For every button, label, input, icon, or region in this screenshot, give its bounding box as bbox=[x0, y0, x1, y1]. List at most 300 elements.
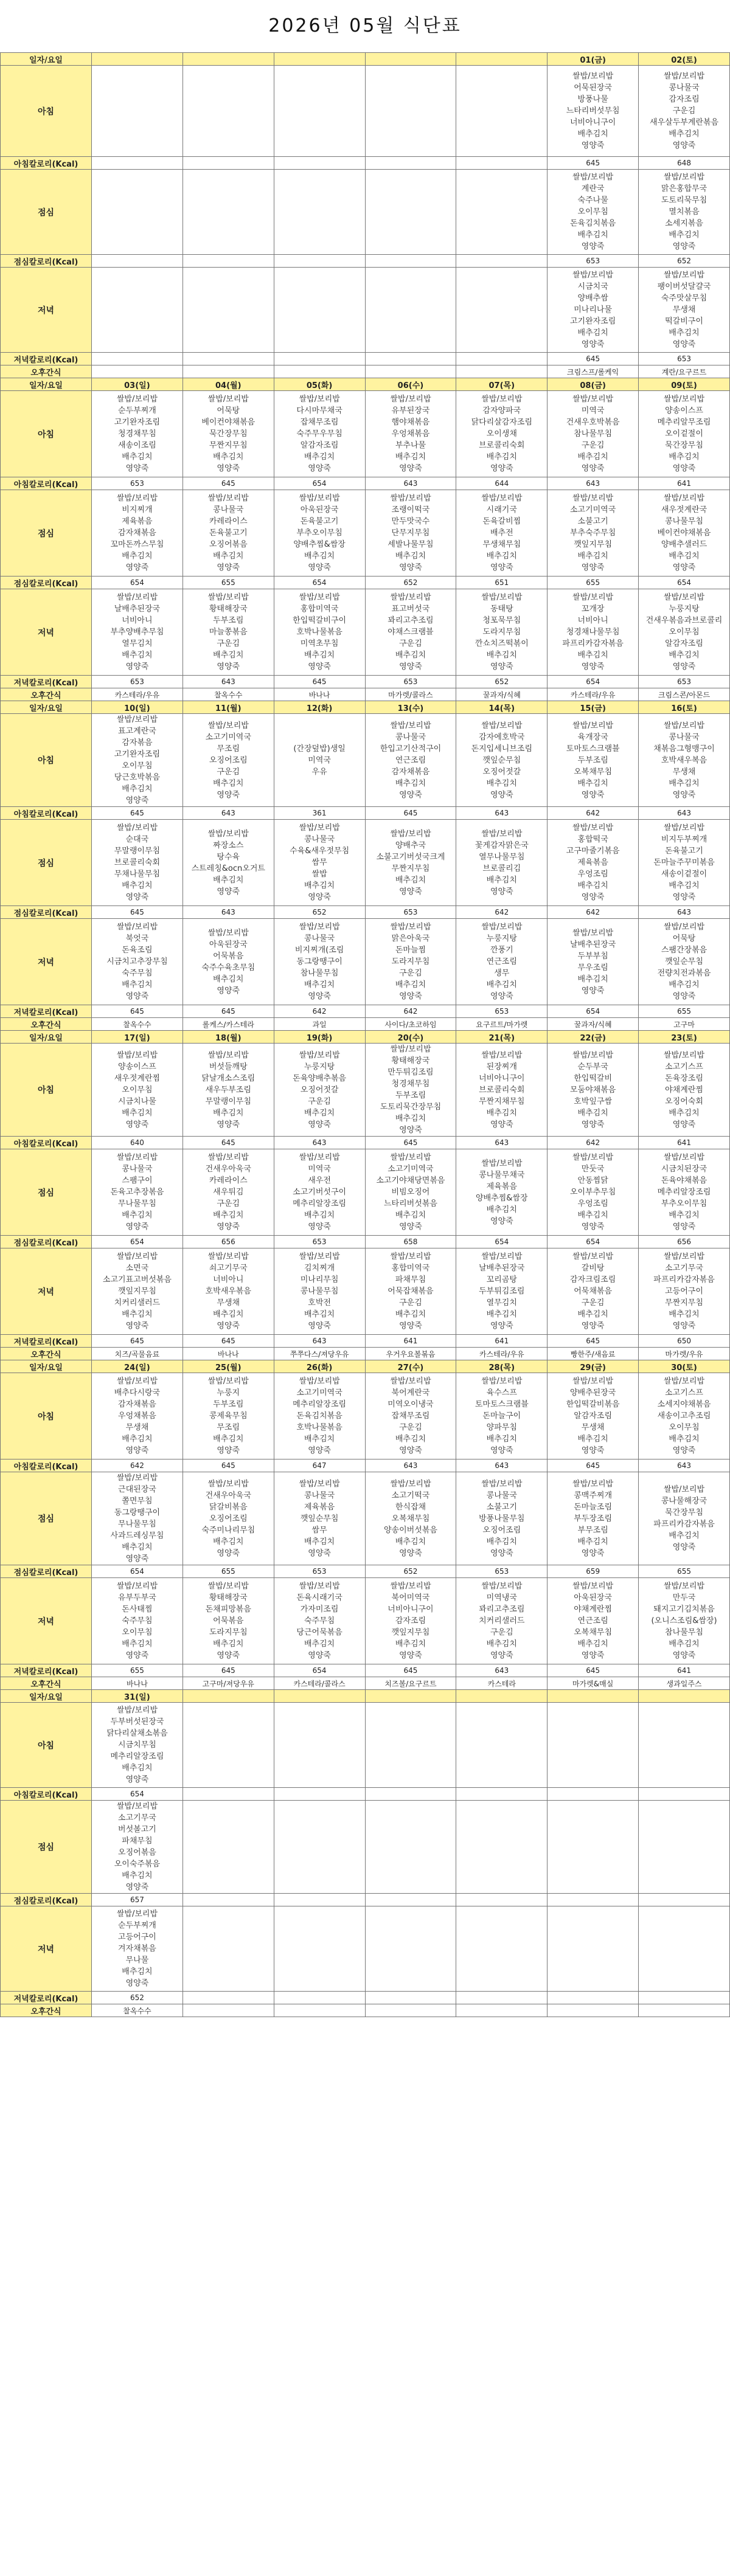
dish-item: 우엉채볶음 bbox=[391, 429, 430, 438]
dish-item: 비지찌개(조림 bbox=[294, 946, 344, 955]
dish-item: 양송이버섯볶음 bbox=[384, 1525, 437, 1535]
dinner-menu-cell bbox=[274, 1906, 365, 1992]
breakfast_kcal-row bbox=[1, 1459, 730, 1472]
dish-item: 소고기미역국 bbox=[569, 505, 616, 514]
dish-item: 쌀밥/보리밥 bbox=[299, 395, 340, 404]
dish-item: 감자조림 bbox=[395, 1616, 426, 1626]
dish-item: 근대된장국 bbox=[118, 1485, 156, 1494]
snack-label: 오후간식 bbox=[1, 1348, 92, 1360]
dish-item: 무생채 bbox=[581, 1423, 605, 1432]
dish-item: 쌀밥/보리밥 bbox=[663, 173, 705, 182]
dish-item: 배추김치 bbox=[395, 778, 426, 788]
calorie-value: 659 bbox=[548, 1565, 639, 1578]
calorie-value: 645 bbox=[365, 1664, 456, 1677]
day-header: 31(일) bbox=[92, 1690, 183, 1703]
meal-plan-table bbox=[0, 52, 730, 2017]
dish-item: 배추김치 bbox=[577, 1310, 608, 1319]
dish-item: 배추김치 bbox=[577, 1108, 608, 1118]
calorie-value: 652 bbox=[639, 255, 730, 268]
dish-item: 쌀밥/보리밥 bbox=[572, 1582, 614, 1591]
dish-item: 소고기떡국 bbox=[391, 1491, 430, 1500]
breakfast-menu-cell bbox=[92, 1044, 183, 1137]
dish-item: 영양죽 bbox=[672, 790, 696, 800]
dinner-menu-cell bbox=[274, 919, 365, 1005]
snack-label: 오후간식 bbox=[1, 2004, 92, 2017]
calorie-value: 645 bbox=[548, 157, 639, 170]
dish-item: 깻잎지무침 bbox=[118, 1287, 156, 1296]
dish-item: 야채계란찜 bbox=[574, 1605, 613, 1614]
dish-item: 미역냉국 bbox=[486, 1593, 517, 1602]
dish-item: 두부튀김조림 bbox=[479, 1287, 525, 1296]
dish-item: 쌀밥/보리밥 bbox=[207, 1479, 249, 1489]
dish-item: 영양죽 bbox=[399, 1321, 422, 1331]
dish-item: 쌀밥/보리밥 bbox=[116, 1050, 158, 1060]
dish-item: 영양죽 bbox=[490, 1548, 513, 1558]
day-header: 05(화) bbox=[274, 378, 365, 391]
dish-item: 영양죽 bbox=[399, 992, 422, 1001]
breakfast-menu-cell bbox=[182, 1373, 274, 1459]
dish-item: 오이생채 bbox=[486, 429, 517, 438]
dish-item: 메추리알장조림 bbox=[110, 1752, 164, 1761]
dish-item: 메추리알무조림 bbox=[657, 418, 711, 427]
dish-item: 오이무침 bbox=[122, 761, 153, 770]
dish-item: 영양죽 bbox=[490, 1120, 513, 1129]
dish-item: 오이겉절이 bbox=[665, 429, 703, 438]
snack-value: 바나나 bbox=[92, 1677, 183, 1690]
dish-item: 구운김 bbox=[581, 1298, 605, 1307]
calorie-value: 642 bbox=[274, 1005, 365, 1018]
dish-item: 돈지입세니브조림 bbox=[471, 744, 533, 753]
dish-item: 배추김치 bbox=[669, 881, 700, 890]
lunch-menu-cell bbox=[182, 490, 274, 576]
dish-item: 쌀밥/보리밥 bbox=[572, 593, 614, 602]
dish-item: 쇠고기무국 bbox=[209, 1264, 248, 1273]
dish-item: 쌈무 bbox=[311, 858, 327, 867]
dish-item: 오이부추무침 bbox=[569, 1188, 616, 1197]
dish-item: 방풍나물무침 bbox=[479, 1514, 525, 1523]
dish-item: 영양죽 bbox=[125, 1979, 149, 1988]
dish-item: 호박전 bbox=[308, 1298, 331, 1307]
dish-item: 배추김치 bbox=[304, 1310, 335, 1319]
dish-item: 영양죽 bbox=[490, 662, 513, 671]
day-header: 21(목) bbox=[456, 1031, 548, 1044]
dish-item: 고기완자조림 bbox=[114, 418, 161, 427]
day-header: 08(금) bbox=[548, 378, 639, 391]
dish-item: 구운김 bbox=[581, 441, 605, 450]
dish-item: 영양죽 bbox=[672, 1120, 696, 1129]
dish-item: 쌀밥/보리밥 bbox=[207, 1377, 249, 1386]
day-header bbox=[365, 1690, 456, 1703]
calorie-value bbox=[365, 157, 456, 170]
breakfast-menu-cell bbox=[92, 714, 183, 807]
dish-item: 쌀밥/보리밥 bbox=[207, 1582, 249, 1591]
dish-item: 영양죽 bbox=[217, 1321, 240, 1331]
dish-item: 두부조림 bbox=[213, 1400, 244, 1409]
calorie-value: 643 bbox=[182, 676, 274, 688]
dish-item: 쫄면무침 bbox=[122, 1497, 153, 1506]
day-header bbox=[274, 1690, 365, 1703]
dish-item: 스트레칭&ocn오거트 bbox=[191, 864, 265, 873]
calorie-value: 648 bbox=[639, 157, 730, 170]
dish-item: 돈육김치볶음 bbox=[569, 219, 616, 228]
dish-item: 쌀밥/보리밥 bbox=[481, 923, 523, 932]
calorie-value: 655 bbox=[639, 1565, 730, 1578]
dinner-menu-cell bbox=[365, 1906, 456, 1992]
snack-value: 과일 bbox=[274, 1018, 365, 1031]
dish-item: 영양죽 bbox=[581, 464, 605, 473]
dish-item: 배추김치 bbox=[669, 452, 700, 462]
week-header-row bbox=[1, 1031, 730, 1044]
dish-item: 영양죽 bbox=[672, 242, 696, 251]
dinner-menu-cell bbox=[182, 589, 274, 676]
dish-item: 배추김치 bbox=[486, 1435, 517, 1444]
dish-item: 배추김치 bbox=[669, 651, 700, 660]
dish-item: 영양죽 bbox=[217, 1651, 240, 1660]
dish-item: 쌀밥/보리밥 bbox=[390, 1045, 431, 1054]
dish-item: 야채계란찜 bbox=[665, 1085, 703, 1095]
dish-item: 새우젓계란찜 bbox=[114, 1073, 161, 1083]
snack-value bbox=[365, 2004, 456, 2017]
dish-item: 참나물무침 bbox=[574, 429, 613, 438]
dish-item: 두부조림 bbox=[213, 616, 244, 625]
dish-item: 오이무침 bbox=[669, 628, 700, 637]
dish-item: 두부버섯된장국 bbox=[110, 1717, 164, 1726]
day-header: 13(수) bbox=[365, 701, 456, 714]
dish-item: 소고기스프 bbox=[665, 1388, 703, 1397]
dish-item: 숙주무우무침 bbox=[296, 429, 342, 438]
snack-value bbox=[548, 2004, 639, 2017]
calorie-value: 645 bbox=[182, 477, 274, 490]
dinner-menu-cell bbox=[182, 919, 274, 1005]
dish-item: 영양죽 bbox=[125, 563, 149, 572]
snack-value: 바나나 bbox=[182, 1348, 274, 1360]
dish-item: 쌀밥/보리밥 bbox=[390, 1479, 431, 1489]
calorie-value: 655 bbox=[92, 1664, 183, 1677]
lunch_kcal-row bbox=[1, 1894, 730, 1906]
calorie-value: 641 bbox=[639, 1137, 730, 1149]
dish-item: 쌀밥/보리밥 bbox=[207, 721, 249, 730]
dish-item: 배추김치 bbox=[122, 1310, 153, 1319]
dish-item: 영양죽 bbox=[308, 1548, 331, 1558]
dish-item: 너비아니구이 bbox=[569, 118, 616, 127]
dinner-label: 저녁 bbox=[1, 268, 92, 353]
lunch-menu-cell bbox=[639, 1801, 730, 1894]
dish-item: 영양죽 bbox=[399, 1126, 422, 1135]
dish-item: 영양죽 bbox=[217, 790, 240, 800]
day-header bbox=[456, 53, 548, 66]
dish-item: 북엇국 bbox=[125, 934, 149, 943]
calorie-value: 645 bbox=[92, 906, 183, 919]
dish-item: 배추김치 bbox=[304, 1537, 335, 1546]
dish-item: 쌀밥/보리밥 bbox=[481, 829, 523, 839]
dinner-menu-cell bbox=[92, 268, 183, 353]
snack-value bbox=[456, 365, 548, 378]
lunch-menu-cell bbox=[182, 170, 274, 255]
dish-item: 소고기스프 bbox=[665, 1062, 703, 1072]
dish-item: 영양죽 bbox=[125, 1321, 149, 1331]
dish-item: 만두국 bbox=[672, 1593, 696, 1602]
dinner-menu-cell bbox=[274, 1248, 365, 1335]
dish-item: 쌀밥/보리밥 bbox=[207, 494, 249, 503]
dish-item: 구운김 bbox=[217, 767, 240, 777]
lunch-menu-cell bbox=[456, 1472, 548, 1565]
calorie-value: 645 bbox=[92, 1335, 183, 1348]
breakfast-menu-cell bbox=[548, 66, 639, 157]
dish-item: 쌈무 bbox=[311, 1525, 327, 1535]
dish-item: 깻잎지무침 bbox=[391, 1628, 430, 1637]
snack-value: 바나나 bbox=[274, 688, 365, 701]
dish-item: 쌀밥/보리밥 bbox=[481, 1377, 523, 1386]
dish-item: 영양죽 bbox=[399, 887, 422, 896]
dish-item: 건새우볶음과브로콜리 bbox=[645, 616, 723, 625]
dinner-menu-cell bbox=[639, 589, 730, 676]
dish-item: 숙주수육초무침 bbox=[201, 963, 255, 972]
lunch-menu-cell bbox=[639, 1149, 730, 1236]
dinner-menu-cell bbox=[92, 1578, 183, 1664]
dish-item: 쌀밥/보리밥 bbox=[663, 271, 705, 280]
calorie-value: 652 bbox=[274, 906, 365, 919]
lunch-menu-cell bbox=[639, 170, 730, 255]
day-header: 23(토) bbox=[639, 1031, 730, 1044]
dish-item: 갈비탕 bbox=[581, 1264, 605, 1273]
dish-item: 배추김치 bbox=[213, 875, 244, 885]
week-header-row bbox=[1, 701, 730, 714]
snack-value: 찰옥수수 bbox=[92, 1018, 183, 1031]
dinner-menu-cell bbox=[456, 589, 548, 676]
dish-item: 부두장조림 bbox=[574, 1514, 613, 1523]
dish-item: 영양죽 bbox=[672, 464, 696, 473]
dish-item: 영양죽 bbox=[490, 1446, 513, 1455]
dish-item: 알감자조림 bbox=[574, 1411, 613, 1421]
dish-item: 배추김치 bbox=[122, 1871, 153, 1880]
dish-item: 꽈리고추조림 bbox=[479, 1605, 525, 1614]
dish-item: 햄야채볶음 bbox=[391, 418, 430, 427]
dinner-menu-cell bbox=[639, 1578, 730, 1664]
breakfast-menu-cell bbox=[365, 1373, 456, 1459]
dish-item: 쌀밥/보리밥 bbox=[572, 1377, 614, 1386]
dinner-menu-cell bbox=[365, 1578, 456, 1664]
calorie-value: 645 bbox=[182, 1664, 274, 1677]
dish-item: 배추김치 bbox=[486, 1537, 517, 1546]
snack-value: 꿀과자/식혜 bbox=[548, 1018, 639, 1031]
dish-item: (오니스조림&쌈장) bbox=[651, 1616, 717, 1626]
calorie-value: 643 bbox=[456, 807, 548, 820]
dish-item: 쌀밥/보리밥 bbox=[481, 1158, 523, 1168]
dish-item: 배추김치 bbox=[122, 552, 153, 561]
dish-item: 쌀밥/보리밥 bbox=[663, 1485, 705, 1494]
calorie-value: 643 bbox=[639, 906, 730, 919]
calorie-value: 643 bbox=[274, 1335, 365, 1348]
dish-item: 쌀밥/보리밥 bbox=[663, 923, 705, 932]
dish-item: 순두부찌개 bbox=[118, 1921, 156, 1930]
breakfast-label: 아침 bbox=[1, 66, 92, 157]
lunch-menu-cell bbox=[182, 1149, 274, 1236]
snack-value: 카스테라/우유 bbox=[548, 688, 639, 701]
dish-item: 배추김치 bbox=[669, 130, 700, 139]
calorie-value: 653 bbox=[548, 255, 639, 268]
dish-item: 콩나물국 bbox=[304, 835, 335, 844]
dish-item: 메추리알장조림 bbox=[293, 1400, 347, 1409]
lunch-menu-cell bbox=[365, 170, 456, 255]
dish-item: 도라지무침 bbox=[482, 628, 521, 637]
calorie-value: 654 bbox=[548, 1236, 639, 1248]
dish-item: 양배추찜&쌈장 bbox=[476, 1193, 528, 1203]
calorie-value: 645 bbox=[182, 1005, 274, 1018]
dish-item: 영양죽 bbox=[308, 1651, 331, 1660]
dish-item: 콩나물국 bbox=[213, 505, 244, 514]
dish-item: 쌀밥/보리밥 bbox=[481, 1050, 523, 1060]
dish-item: 쌀밥/보리밥 bbox=[207, 1252, 249, 1261]
breakfast-menu-cell bbox=[182, 1044, 274, 1137]
dish-item: 배추김치 bbox=[395, 875, 426, 885]
calorie-value: 641 bbox=[456, 1335, 548, 1348]
dish-item: 동그랑땡구이 bbox=[114, 1508, 161, 1517]
dish-item: 북어미역국 bbox=[391, 1593, 430, 1602]
dish-item: 영양죽 bbox=[581, 1120, 605, 1129]
dinner-menu-cell bbox=[92, 589, 183, 676]
dish-item: 배추김치 bbox=[304, 1639, 335, 1649]
dish-item: 무나물무침 bbox=[118, 1520, 156, 1529]
calorie-value: 643 bbox=[365, 1459, 456, 1472]
dish-item: 콩나물무침 bbox=[665, 517, 703, 526]
dinner-row bbox=[1, 268, 730, 353]
dish-item: 구운김 bbox=[490, 1628, 513, 1637]
breakfast_kcal-row bbox=[1, 1137, 730, 1149]
breakfast-menu-cell bbox=[365, 1044, 456, 1137]
dish-item: 쌀밥/보리밥 bbox=[572, 395, 614, 404]
dinner-menu-cell bbox=[274, 589, 365, 676]
dish-item: 쌀밥/보리밥 bbox=[116, 1909, 158, 1919]
lunch-menu-cell bbox=[182, 820, 274, 906]
dish-item: 홍합떡국 bbox=[577, 835, 608, 844]
calorie-value: 640 bbox=[92, 1137, 183, 1149]
dish-item: 홍합미역국 bbox=[391, 1264, 430, 1273]
snack-value: 빵한주/새음료 bbox=[548, 1348, 639, 1360]
dish-item: 배추김치 bbox=[213, 1310, 244, 1319]
snack-value bbox=[182, 2004, 274, 2017]
dish-item: 꽈리고추조림 bbox=[388, 616, 434, 625]
dish-item: 콩나물무침 bbox=[300, 1287, 339, 1296]
dish-item: 오징어조림 bbox=[209, 1514, 248, 1523]
calorie-value: 645 bbox=[92, 807, 183, 820]
dish-item: 오징어젓갈 bbox=[300, 1085, 339, 1095]
dish-item: 배추김치 bbox=[304, 452, 335, 462]
breakfast-menu-cell bbox=[548, 1373, 639, 1459]
dish-item: 우유 bbox=[311, 767, 327, 777]
dish-item: 영양죽 bbox=[399, 1651, 422, 1660]
dish-item: 배추김치 bbox=[395, 552, 426, 561]
dish-item: 고등어구이 bbox=[665, 1287, 703, 1296]
dish-item: 조랭이떡국 bbox=[391, 505, 430, 514]
dish-item: 쌀밥/보리밥 bbox=[663, 1153, 705, 1162]
dish-item: 배추김치 bbox=[577, 778, 608, 788]
dish-item: 부추숙주무침 bbox=[569, 528, 616, 538]
dish-item: 떡갈비구이 bbox=[665, 317, 703, 326]
dish-item: 두부조림 bbox=[395, 1091, 426, 1100]
dish-item: 가자미조림 bbox=[300, 1605, 339, 1614]
dinner-kcal-label: 저녁칼로리(Kcal) bbox=[1, 676, 92, 688]
dinner-label: 저녁 bbox=[1, 589, 92, 676]
dish-item: 황태해장국 bbox=[209, 1593, 248, 1602]
lunch-menu-cell bbox=[639, 1472, 730, 1565]
dish-item: 순두부국 bbox=[577, 1062, 608, 1072]
dish-item: 치커리샐러드 bbox=[114, 1298, 161, 1307]
dish-item: 배추김치 bbox=[577, 1639, 608, 1649]
dinner-menu-cell bbox=[92, 919, 183, 1005]
dinner-label: 저녁 bbox=[1, 919, 92, 1005]
dish-item: 배추김치 bbox=[486, 452, 517, 462]
dish-item: 된장찌개 bbox=[486, 1062, 517, 1072]
dish-item: 소불고기 bbox=[577, 517, 608, 526]
dish-item: 무조림 bbox=[217, 1423, 240, 1432]
dish-item: 쌀밥/보리밥 bbox=[207, 1153, 249, 1162]
dinner-menu-cell bbox=[548, 1248, 639, 1335]
dish-item: 배추전 bbox=[490, 528, 513, 538]
snack-value: 마가렛/콜라스 bbox=[365, 688, 456, 701]
dish-item: 쌀밥/보리밥 bbox=[207, 1050, 249, 1060]
dinner-menu-cell bbox=[182, 268, 274, 353]
calorie-value: 643 bbox=[639, 1459, 730, 1472]
dish-item: 소고기무국 bbox=[118, 1813, 156, 1823]
dish-item: 돈육시래기국 bbox=[296, 1593, 342, 1602]
dish-item: 오복채무침 bbox=[574, 767, 613, 777]
dish-item: 생무 bbox=[494, 969, 510, 978]
calorie-value: 652 bbox=[365, 576, 456, 589]
dish-item: 숙주맛살무침 bbox=[661, 294, 707, 303]
breakfast-row bbox=[1, 1373, 730, 1459]
calorie-value bbox=[639, 1992, 730, 2004]
dish-item: 묵간장무침 bbox=[209, 429, 248, 438]
dish-item: 배추김치 bbox=[669, 1435, 700, 1444]
dish-item: 영양죽 bbox=[217, 662, 240, 671]
dish-item: 미역국 bbox=[308, 755, 331, 765]
dish-item: 한식잡채 bbox=[395, 1502, 426, 1512]
day-header bbox=[274, 53, 365, 66]
calorie-value: 645 bbox=[365, 807, 456, 820]
snack-value: 고구마/져당우유 bbox=[182, 1677, 274, 1690]
dish-item: 오징어조림 bbox=[209, 755, 248, 765]
dish-item: 영양죽 bbox=[490, 1216, 513, 1226]
lunch-menu-cell bbox=[92, 1149, 183, 1236]
calorie-value bbox=[456, 353, 548, 365]
dish-item: 우엉조림 bbox=[577, 870, 608, 879]
dish-item: 미역오이냉국 bbox=[388, 1400, 434, 1409]
dish-item: 무생채 bbox=[672, 767, 696, 777]
snack-row bbox=[1, 1677, 730, 1690]
dish-item: 날배추된장국 bbox=[569, 940, 616, 949]
dish-item: 배추다시랑국 bbox=[114, 1388, 161, 1397]
dish-item: 비빔오징어 bbox=[391, 1188, 430, 1197]
dish-item: 양배추찜&쌈장 bbox=[293, 540, 346, 549]
dish-item: 어묵잡채볶음 bbox=[388, 1287, 434, 1296]
calorie-value bbox=[548, 1788, 639, 1801]
dish-item: 도라지무침 bbox=[209, 1628, 248, 1637]
breakfast-kcal-label: 아침칼로리(Kcal) bbox=[1, 477, 92, 490]
dish-item: 숙주나물 bbox=[577, 196, 608, 205]
breakfast-menu-cell bbox=[182, 66, 274, 157]
dish-item: 부추양배추무침 bbox=[110, 628, 164, 637]
dish-item: 영양죽 bbox=[399, 790, 422, 800]
calorie-value: 642 bbox=[456, 906, 548, 919]
dish-item: 배추김치 bbox=[577, 130, 608, 139]
dish-item: (간장덮밥)생일 bbox=[293, 744, 346, 753]
dish-item: 다시마무채국 bbox=[296, 406, 342, 415]
day-header: 26(화) bbox=[274, 1360, 365, 1373]
lunch-kcal-label: 점심칼로리(Kcal) bbox=[1, 1894, 92, 1906]
dish-item: 청경채나물무침 bbox=[566, 628, 620, 637]
calorie-value: 644 bbox=[456, 477, 548, 490]
dish-item: 고기완자조림 bbox=[569, 317, 616, 326]
